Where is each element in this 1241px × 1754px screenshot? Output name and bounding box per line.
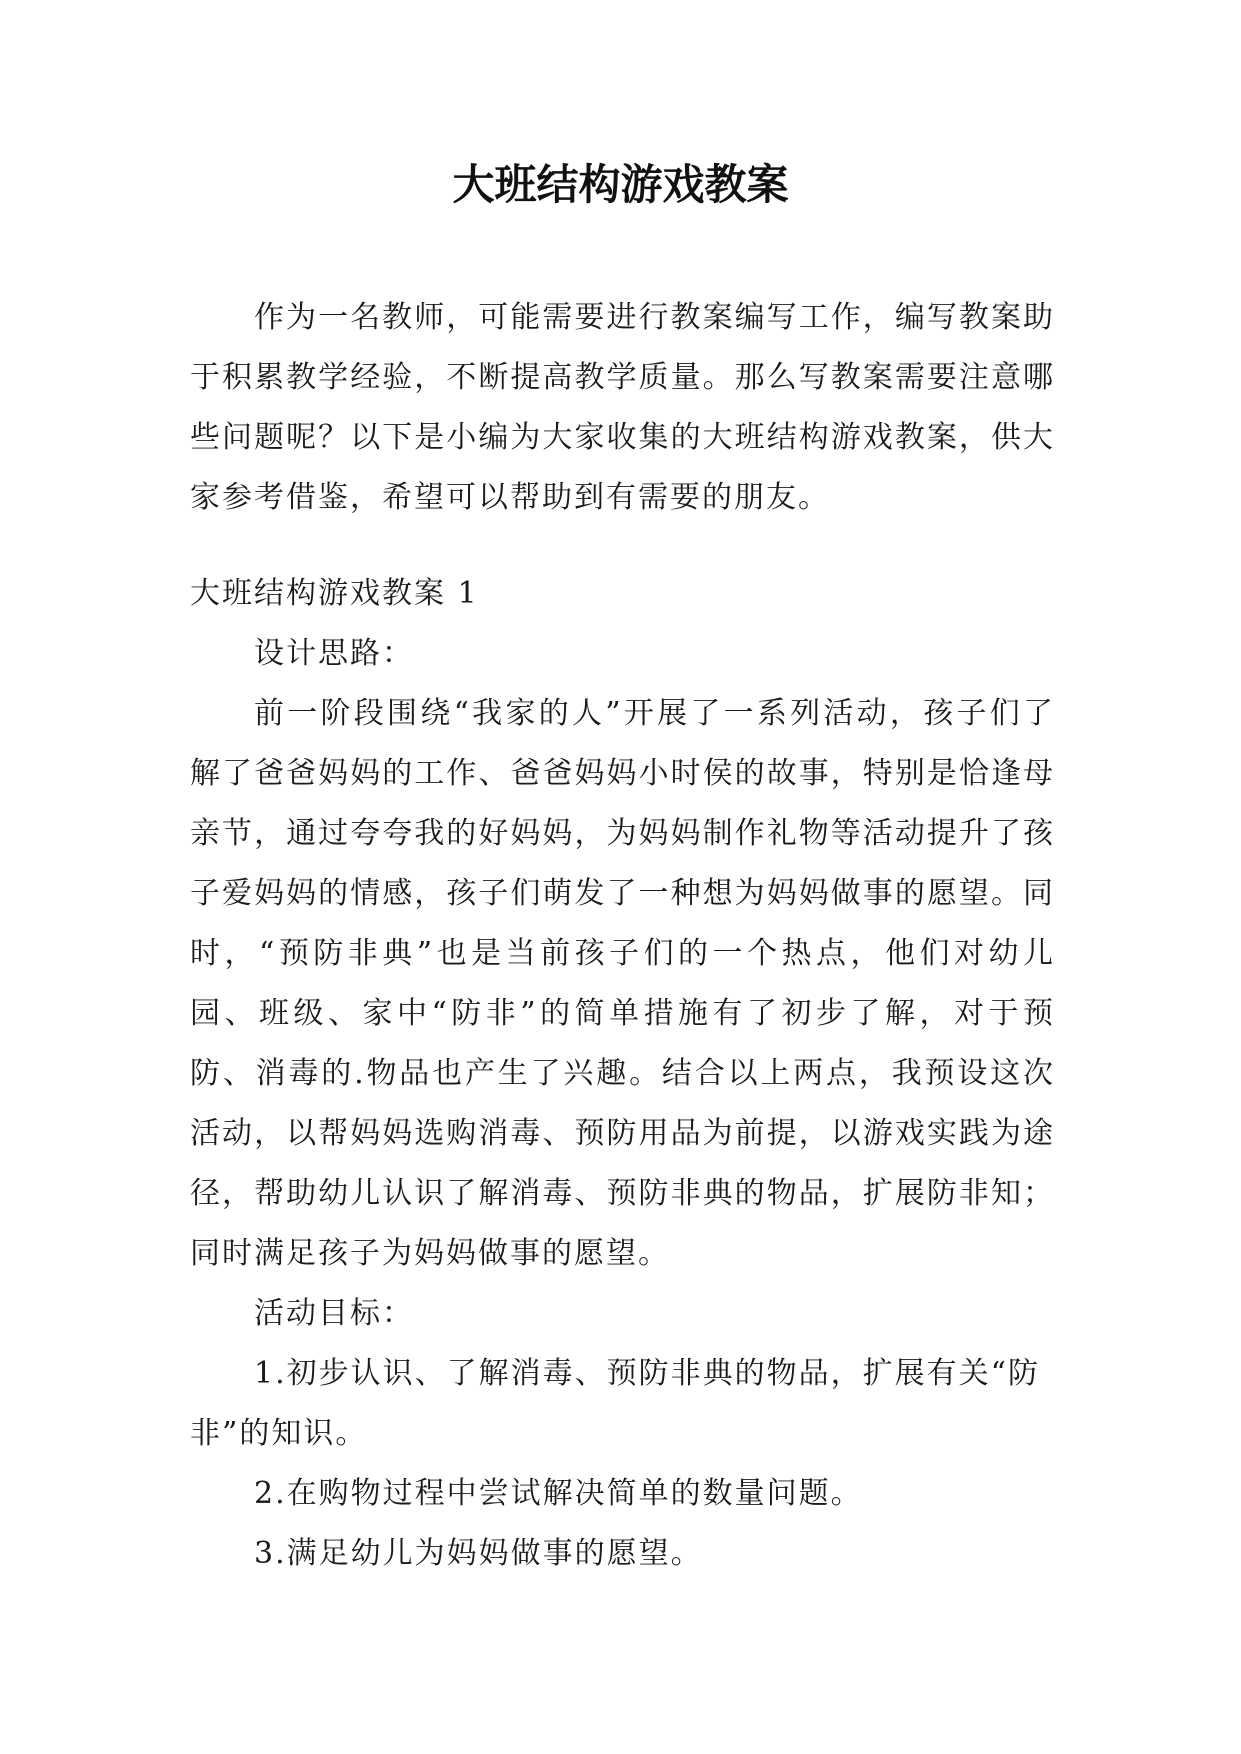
section-heading: 大班结构游戏教案 1 (190, 576, 479, 611)
design-paragraph: 前一阶段围绕“我家的人”开展了一系列活动，孩子们了解了爸爸妈妈的工作、爸爸妈妈小时侯的故事，特别是恰逢母亲节，通过夸夸我的好妈妈，为妈妈制作礼物等活动提升了孩子爱妈妈的情感，孩子们萌发了一种想为妈妈做事的愿望。同时，“预防非典”也是当前孩子们的一个热点，他们对幼儿园、班级、家中“防非”的简单措施有了初步了解，对于预防、消毒的.物品也产生了兴趣。结合以上两点，我预设这次活动，以帮妈妈选购消毒、预防用品为前提，以游戏实践为途径，帮助幼儿认识了解消毒、预防非典的物品，扩展防非知；同时满足孩子为妈妈做事的愿望。 (190, 696, 1055, 1271)
goal-item-2: 2.在购物过程中尝试解决简单的数量问题。 (254, 1476, 863, 1511)
design-label: 设计思路： (254, 636, 414, 671)
goal-item-1: 1.初步认识、了解消毒、预防非典的物品，扩展有关“防非”的知识。 (190, 1356, 1040, 1451)
document-body (190, 288, 1055, 1584)
goals-label: 活动目标： (254, 1296, 414, 1331)
document-title: 大班结构游戏教案 (452, 160, 789, 209)
intro-paragraph: 作为一名教师，可能需要进行教案编写工作，编写教案助于积累教学经验，不断提高教学质量。那么写教案需要注意哪些问题呢？以下是小编为大家收集的大班结构游戏教案，供大家参考借鉴，希望可以帮助到有需要的朋友。 (190, 300, 1055, 515)
goal-item-3: 3.满足幼儿为妈妈做事的愿望。 (254, 1536, 703, 1571)
